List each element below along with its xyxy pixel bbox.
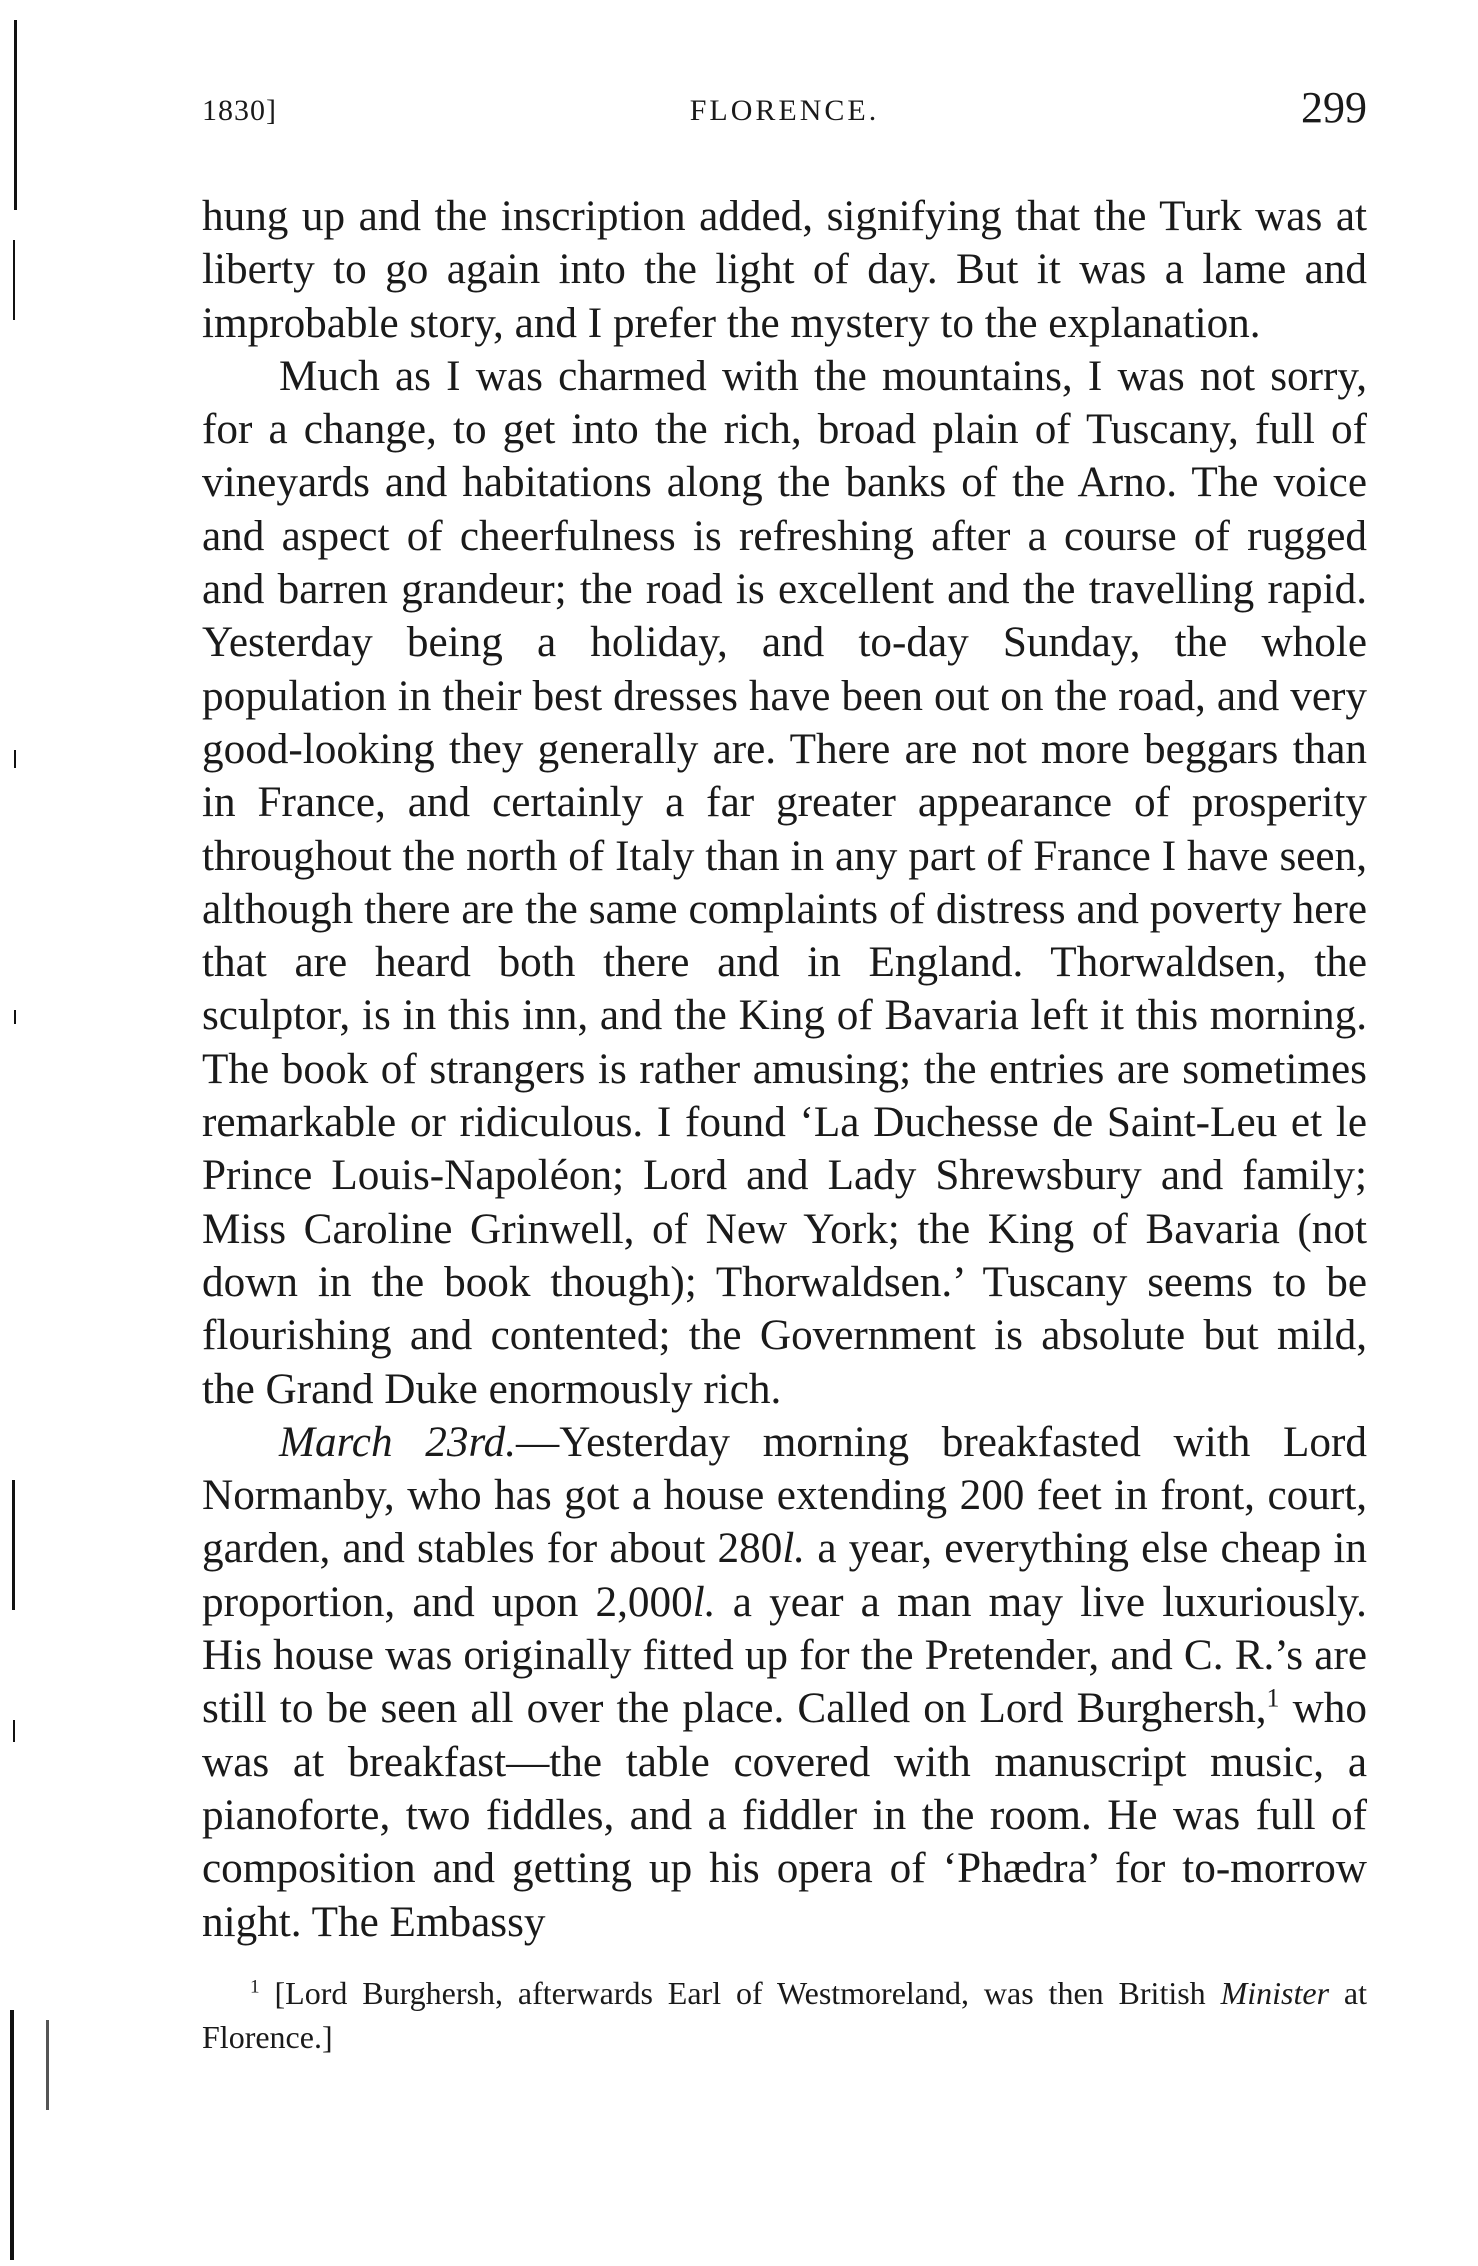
- pound-unit: l.: [782, 1525, 806, 1573]
- book-page: [202, 80, 1367, 2059]
- running-head-year: 1830]: [202, 94, 277, 127]
- pound-unit: l.: [692, 1578, 716, 1626]
- footnote-text-c: at Florence.]: [202, 1974, 1368, 2055]
- diary-date: March 23rd.: [279, 1418, 517, 1466]
- scan-edge-line-top: [14, 20, 17, 210]
- scan-edge-dot: [14, 750, 16, 768]
- running-head: [202, 80, 1367, 150]
- running-head-title: FLORENCE.: [689, 94, 880, 127]
- scan-edge-line-upper: [13, 240, 15, 320]
- scan-edge-line-bottom: [10, 2010, 14, 2260]
- footnote-text-a: [Lord Burghersh, afterwards Earl of Westmoreland, was then British: [259, 1974, 1221, 2011]
- page-number: 299: [1301, 83, 1367, 132]
- body-text: [202, 190, 1367, 1949]
- paragraph-2: Much as I was charmed with the mountains, I was not sorry, for a change, to get into the rich, broad plain of Tuscany, full of vineyards and habitations along the banks of the Arno. The voice and aspect of cheerfulness is refreshing after a course of rugged and barren grandeur; the road is excellent and the travelling rapid. Yesterday being a holiday, and to-day Sunday, the whole population in their best dresses have been out on the road, and very good-looking they generally are. There are not more beggars than in France, and certainly a far greater appearance of prosperity throughout the north of Italy than in any part of France I have seen, although there are the same complaints of distress and poverty here that are heard both there and in England. Thorwaldsen, the sculptor, is in this inn, and the King of Bavaria left it this morning. The book of strangers is rather amusing; the entries are sometimes remarkable or ridiculous. I found ‘La Duchesse de Saint-Leu et le Prince Louis-Napoléon; Lord and Lady Shrewsbury and family; Miss Caroline Grinwell, of New York; the King of Bavaria (not down in the book though); Thorwaldsen.’ Tuscany seems to be flourishing and contented; the Government is absolute but mild, the Grand Duke enormously rich.: [202, 352, 1367, 1413]
- footnote-reference[interactable]: 1: [1266, 1683, 1280, 1713]
- paragraph-3-text-c: a year a man may live luxuriously. His house was originally fitted up for the Pretender, and C. R.’s are still to be seen all over the place. Called on Lord Burghersh,: [202, 1578, 1367, 1733]
- footnote: [202, 1971, 1367, 2059]
- footnote-marker: 1: [250, 1976, 260, 1998]
- footnote-text-italic: Minister: [1220, 1974, 1330, 2011]
- scan-edge-dot: [13, 1720, 15, 1742]
- paragraph-3-text-b: a year, everything else cheap in proportion, and upon 2,000: [202, 1525, 1367, 1626]
- scan-edge-line-middle: [12, 1480, 15, 1610]
- paragraph-1: hung up and the inscription added, signifying that the Turk was at liberty to go again into the light of day. But it was a lame and improbable story, and I prefer the mystery to the explanation.: [202, 193, 1367, 347]
- paragraph-3: [202, 1416, 1367, 1949]
- scan-edge-dot: [14, 1010, 16, 1024]
- footnote-text: [202, 1971, 1367, 2059]
- paragraph-3-text-d: who was at breakfast—the table covered with manuscript music, a pianoforte, two fiddles, and a fiddler in the room. He was full of composition and getting up his opera of ‘Phædra’ for to-morrow night. The Embassy: [202, 1685, 1367, 1946]
- scan-edge-smudge: [46, 2020, 49, 2110]
- paragraph-3-text-a: —Yesterday morning breakfasted with Lord Normanby, who has got a house extending 200 feet in front, court, garden, and stables for about 280: [202, 1418, 1367, 1573]
